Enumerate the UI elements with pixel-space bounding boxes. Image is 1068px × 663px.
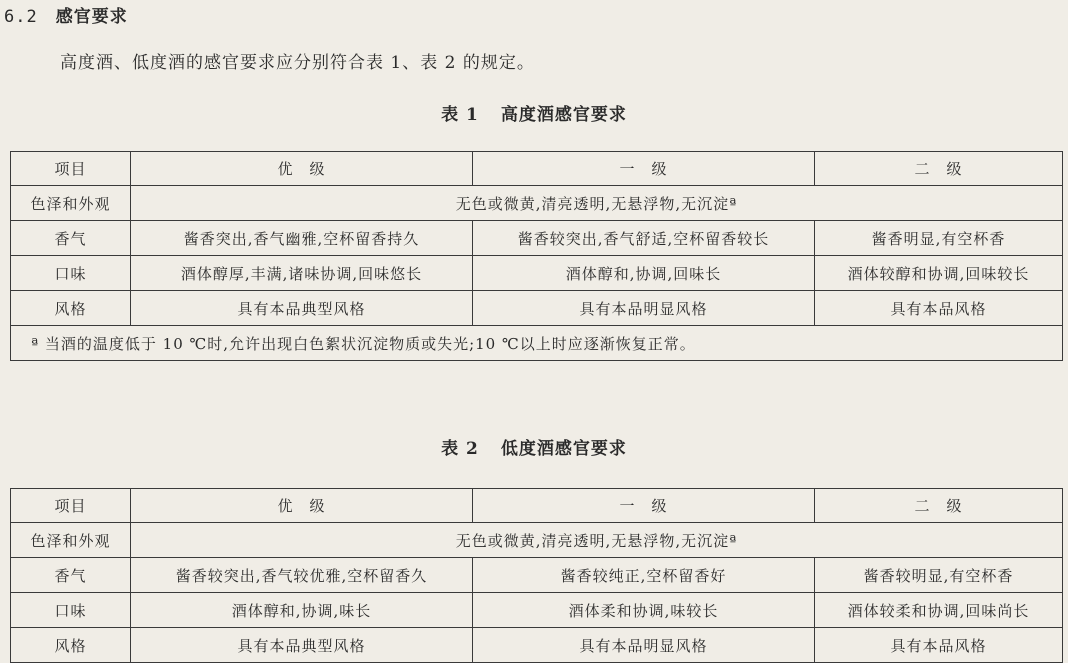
cell-grade-first: 酱香较纯正,空杯留香好 (473, 558, 815, 593)
cell-grade-first: 具有本品明显风格 (473, 291, 815, 326)
table2 (10, 488, 1063, 663)
cell-grade-second: 具有本品风格 (815, 628, 1063, 663)
table2-label: 表 2 (441, 439, 479, 459)
table1-label: 表 1 (441, 105, 479, 125)
cell-grade-first: 酱香较突出,香气舒适,空杯留香较长 (473, 221, 815, 256)
cell-grade-first: 酒体醇和,协调,回味长 (473, 256, 815, 291)
merged-cell: 无色或微黄,清亮透明,无悬浮物,无沉淀ª (131, 523, 1063, 558)
row-item: 口味 (11, 256, 131, 291)
row-item: 香气 (11, 221, 131, 256)
table1-header-row (11, 152, 1063, 186)
table1-note-row (11, 326, 1063, 361)
cell-grade-superior: 酒体醇和,协调,味长 (131, 593, 473, 628)
header-grade-second: 二 级 (815, 489, 1063, 523)
section-title: 感官要求 (55, 7, 128, 27)
table-row (11, 256, 1063, 291)
cell-grade-second: 酒体较柔和协调,回味尚长 (815, 593, 1063, 628)
header-grade-superior: 优 级 (131, 152, 473, 186)
merged-cell: 无色或微黄,清亮透明,无悬浮物,无沉淀ª (131, 186, 1063, 221)
cell-grade-second: 酱香明显,有空杯香 (815, 221, 1063, 256)
cell-grade-superior: 具有本品典型风格 (131, 291, 473, 326)
cell-grade-superior: 具有本品典型风格 (131, 628, 473, 663)
table-row (11, 186, 1063, 221)
header-item: 项目 (11, 489, 131, 523)
table1-footnote: ª 当酒的温度低于 10 ℃时,允许出现白色絮状沉淀物质或失光;10 ℃以上时应逐渐恢复正常。 (11, 326, 1063, 361)
cell-grade-second: 酱香较明显,有空杯香 (815, 558, 1063, 593)
header-grade-superior: 优 级 (131, 489, 473, 523)
row-item: 色泽和外观 (11, 186, 131, 221)
cell-grade-first: 酒体柔和协调,味较长 (473, 593, 815, 628)
row-item: 色泽和外观 (11, 523, 131, 558)
table2-title: 低度酒感官要求 (500, 439, 627, 459)
table-row (11, 593, 1063, 628)
section-heading (4, 2, 128, 27)
row-item: 口味 (11, 593, 131, 628)
header-grade-first: 一 级 (473, 489, 815, 523)
row-item: 香气 (11, 558, 131, 593)
table2-header-row (11, 489, 1063, 523)
cell-grade-superior: 酱香较突出,香气较优雅,空杯留香久 (131, 558, 473, 593)
table-row (11, 628, 1063, 663)
cell-grade-superior: 酒体醇厚,丰满,诸味协调,回味悠长 (131, 256, 473, 291)
header-grade-first: 一 级 (473, 152, 815, 186)
cell-grade-first: 具有本品明显风格 (473, 628, 815, 663)
header-grade-second: 二 级 (815, 152, 1063, 186)
table1-caption (0, 100, 1068, 125)
table1-title: 高度酒感官要求 (500, 105, 627, 125)
cell-grade-second: 酒体较醇和协调,回味较长 (815, 256, 1063, 291)
cell-grade-second: 具有本品风格 (815, 291, 1063, 326)
table-row (11, 291, 1063, 326)
header-item: 项目 (11, 152, 131, 186)
section-number: 6.2 (4, 7, 38, 27)
table2-caption (0, 434, 1068, 459)
row-item: 风格 (11, 628, 131, 663)
cell-grade-superior: 酱香突出,香气幽雅,空杯留香持久 (131, 221, 473, 256)
table-row (11, 221, 1063, 256)
table-row (11, 523, 1063, 558)
table1 (10, 151, 1063, 361)
table-row (11, 558, 1063, 593)
intro-paragraph: 高度酒、低度酒的感官要求应分别符合表 1、表 2 的规定。 (60, 53, 535, 73)
row-item: 风格 (11, 291, 131, 326)
